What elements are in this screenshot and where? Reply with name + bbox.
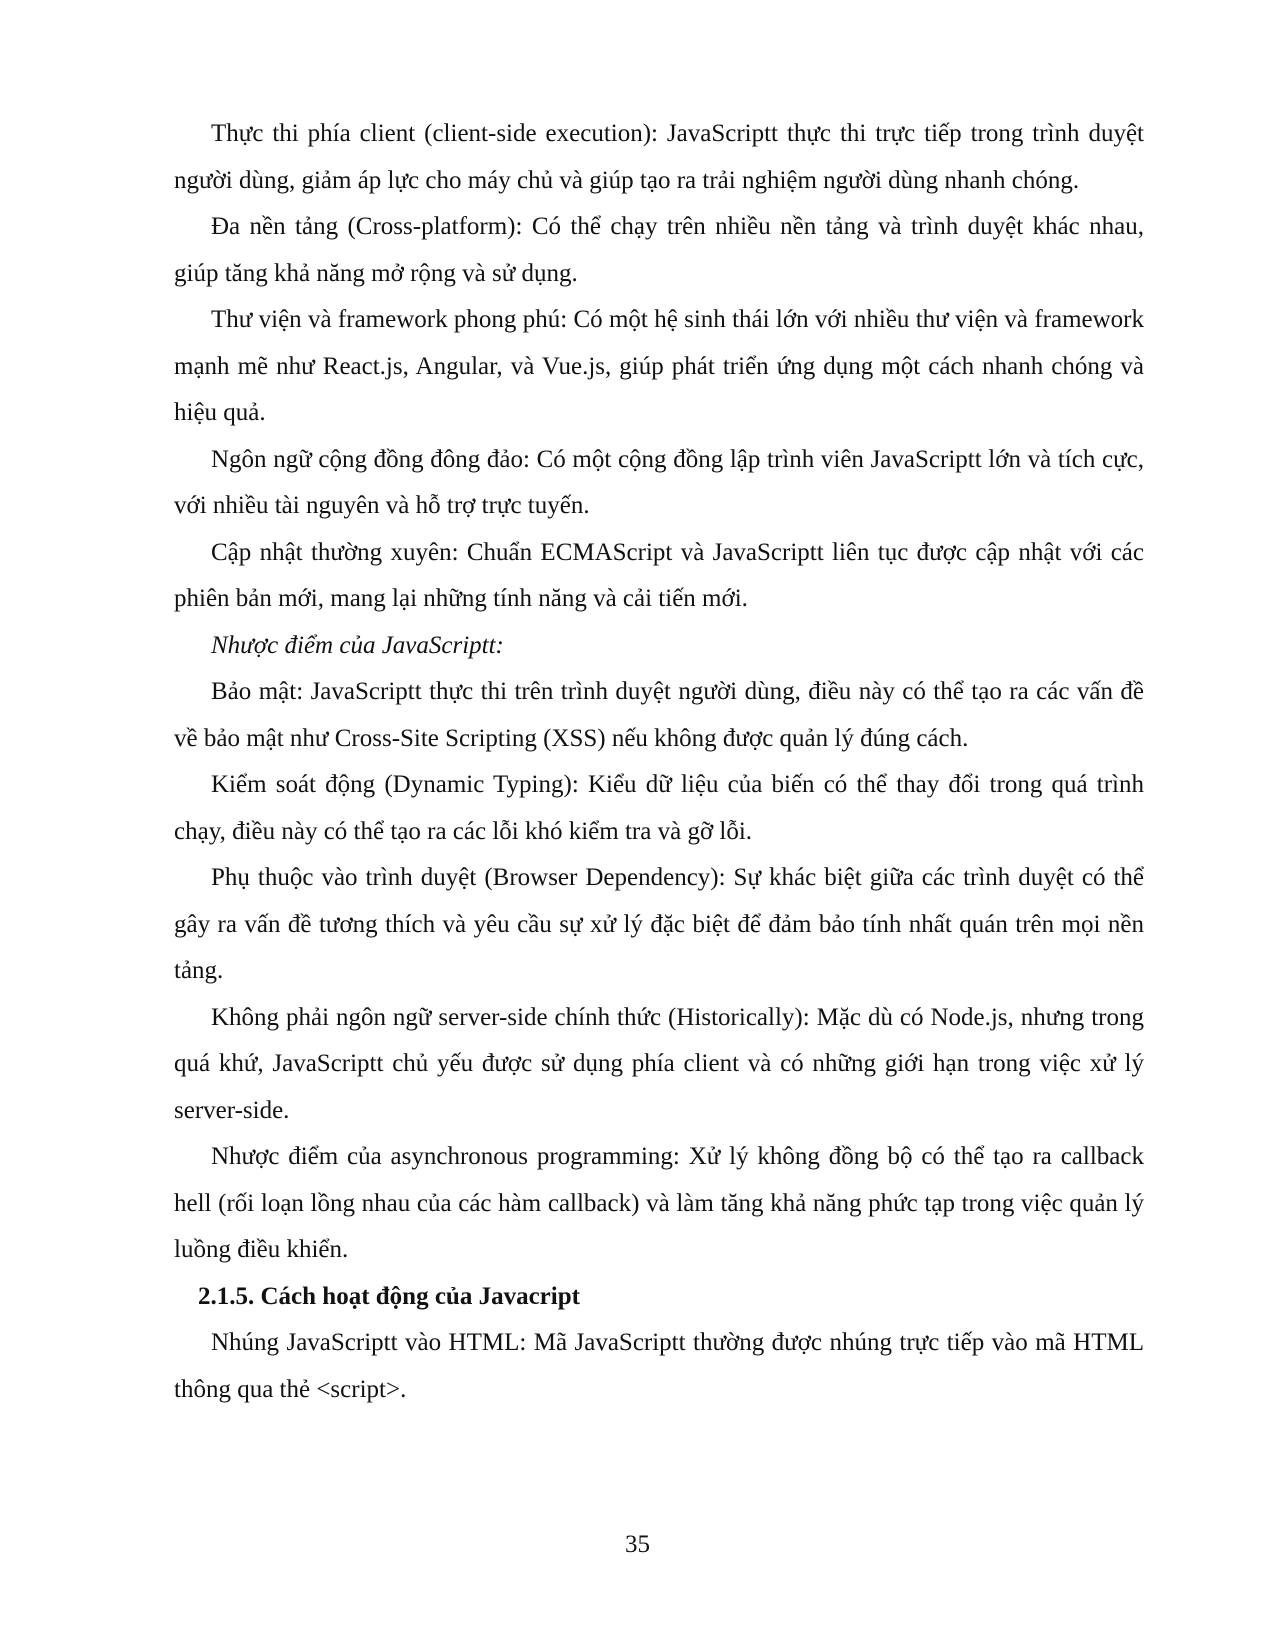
paragraph-async-programming: Nhược điểm của asynchronous programming: Xử lý không đồng bộ có thể tạo ra callback hell (rối loạn lồng nhau của các hàm callback) và làm tăng khả năng phức tạp trong việc quản lý luồng điều khiển. bbox=[174, 1143, 1144, 1263]
paragraph-browser-dependency: Phụ thuộc vào trình duyệt (Browser Dependency): Sự khác biệt giữa các trình duyệt có thể gây ra vấn đề tương thích và yêu cầu sự xử lý đặc biệt để đảm bảo tính nhất quán trên mọi nền tảng. bbox=[174, 864, 1144, 984]
paragraph-community: Ngôn ngữ cộng đồng đông đảo: Có một cộng đồng lập trình viên JavaScriptt lớn và tích cực, với nhiều tài nguyên và hỗ trợ trực tuyến. bbox=[174, 445, 1144, 519]
paragraph-embed-javascript: Nhúng JavaScriptt vào HTML: Mã JavaScriptt thường được nhúng trực tiếp vào mã HTML thông qua thẻ <script>. bbox=[174, 1329, 1144, 1403]
paragraph-dynamic-typing: Kiểm soát động (Dynamic Typing): Kiểu dữ liệu của biến có thể thay đổi trong quá trình chạy, điều này có thể tạo ra các lỗi khó kiểm tra và gỡ lỗi. bbox=[174, 771, 1144, 845]
paragraph-regular-updates: Cập nhật thường xuyên: Chuẩn ECMAScript và JavaScriptt liên tục được cập nhật với các phiên bản mới, mang lại những tính năng và cải tiến mới. bbox=[174, 538, 1144, 612]
paragraph-client-side-execution: Thực thi phía client (client-side execution): JavaScriptt thực thi trực tiếp trong trình duyệt người dùng, giảm áp lực cho máy chủ và giúp tạo ra trải nghiệm người dùng nhanh chóng. bbox=[174, 120, 1144, 194]
paragraph-server-side: Không phải ngôn ngữ server-side chính thức (Historically): Mặc dù có Node.js, nhưng trong quá khứ, JavaScriptt chủ yếu được sử dụng phía client và có những giới hạn trong việc xử lý server-side. bbox=[174, 1003, 1144, 1124]
paragraph-libraries-frameworks: Thư viện và framework phong phú: Có một hệ sinh thái lớn với nhiều thư viện và framework mạnh mẽ như React.js, Angular, và Vue.js, giúp phát triển ứng dụng một cách nhanh chóng và hiệu quả. bbox=[174, 306, 1144, 426]
paragraph-cross-platform: Đa nền tảng (Cross-platform): Có thể chạy trên nhiều nền tảng và trình duyệt khác nhau, giúp tăng khả năng mở rộng và sử dụng. bbox=[174, 213, 1144, 287]
section-heading: 2.1.5. Cách hoạt động của Javacript bbox=[198, 1282, 580, 1310]
page-content bbox=[174, 111, 1144, 1413]
page-number: 35 bbox=[625, 1531, 650, 1558]
disadvantages-subheading: Nhược điểm của JavaScriptt: bbox=[211, 631, 504, 659]
paragraph-security: Bảo mật: JavaScriptt thực thi trên trình duyệt người dùng, điều này có thể tạo ra các vấn đề về bảo mật như Cross-Site Scripting (XSS) nếu không được quản lý đúng cách. bbox=[174, 678, 1144, 752]
